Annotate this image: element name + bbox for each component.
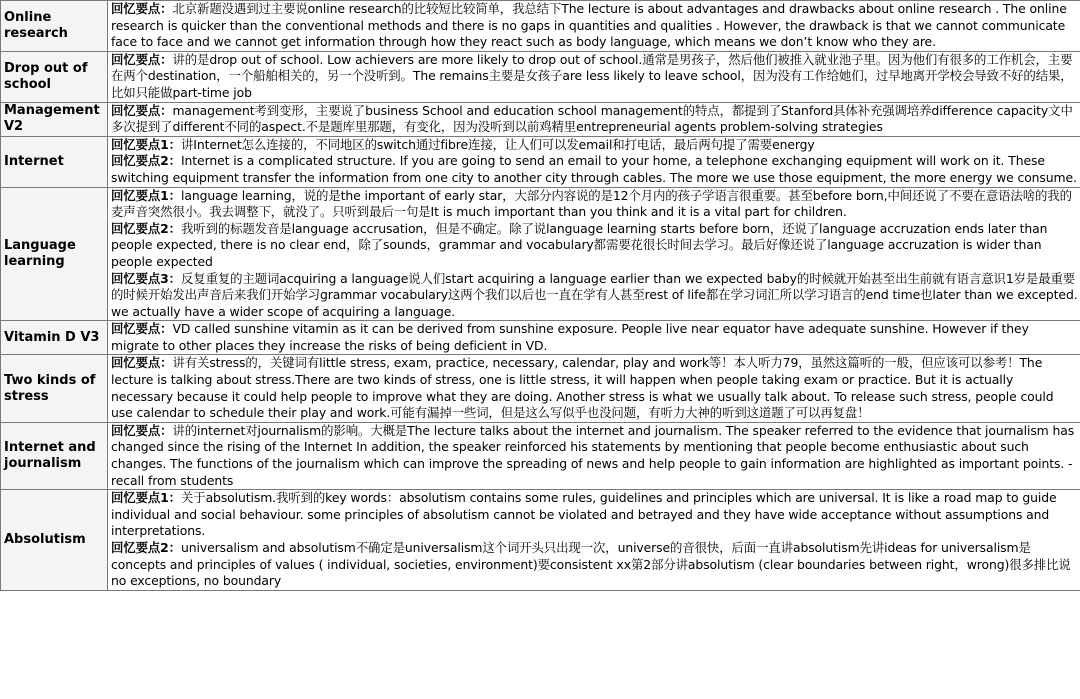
recall-point-label: 回忆要点2： <box>111 220 181 236</box>
recall-point-text: VD called sunshine vitamin as it can be derived from sunshine exposure. People live near equator have adequate sunshine. However if they migrate to other places they increase the risks of being deficient in VD. <box>111 321 1029 353</box>
recall-point-text: management考到变形，主要说了business School and education school management的特点，都提到了Stanford具体补充强调培养difference capacity文中多次提到了different不同的aspect.不是题库里那题，有变化，因为没听到以前鸡精里entrepreneurial agents problem-solving strategies <box>111 102 1073 135</box>
recall-notes-cell <box>108 102 1080 136</box>
recall-point-text: language learning，说的是the important of early star，大部分内容说的是12个月内的孩子学语言很重要。甚至before born,中间还说了不要在意语法啥的我的麦声音突然很小。我去调整下，就没了。只听到最后一句是It is much important than you think and it is a vital part for children. <box>111 187 1072 220</box>
recall-point <box>111 137 1078 154</box>
topic-cell: Internet and journalism <box>1 422 108 489</box>
recall-point <box>111 103 1078 136</box>
topic-cell: Internet <box>1 136 108 187</box>
recall-point <box>111 221 1078 271</box>
recall-point-text: 关于absolutism.我听到的key words：absolutism contains some rules, guidelines and principles which are universal. It is like a road map to guide individual and social behaviour. some principles of absolutism cannot be violated and betrayed and they have wide acceptance without assumptions and interpretations. <box>111 490 1057 539</box>
topic-cell: Drop out of school <box>1 51 108 102</box>
table-row <box>1 187 1080 321</box>
recall-point-label: 回忆要点2： <box>111 153 181 169</box>
recall-point-text: 讲的internet对journalism的影响。大概是The lecture talks about the internet and journalism. The speaker referred to the evidence that journalism has changed since the rising of the Internet In addition, the speaker reinforced his statements by mentioning that people become enthusiastic about such changes. The functions of the journalism which can improve the spreading of news and help people to gain information are highlighted as important points. - recall from students <box>111 422 1075 488</box>
recall-point <box>111 271 1078 321</box>
table-row <box>1 355 1080 422</box>
recall-notes-cell <box>108 355 1080 422</box>
recall-point-label: 回忆要点： <box>111 355 173 371</box>
recall-point-text: 反复重复的主题词acquiring a language说人们start acquiring a language earlier than we expected baby的时候就开始甚至出生前就有语言意识1岁是最重要的时候开始发出声音后来我们开始学习grammar vocabulary这两个我们以后也一直在学有人甚至rest of life都在学习词汇所以学习语言的end time也later than we excepted. we actually have a wider scope of acquiring a language. <box>111 270 1078 319</box>
recall-point <box>111 1 1078 51</box>
recall-notes-cell <box>108 1 1080 52</box>
table-row <box>1 102 1080 136</box>
recall-point-label: 回忆要点： <box>111 422 173 438</box>
recall-notes-cell <box>108 187 1080 321</box>
recall-point-label: 回忆要点： <box>111 102 173 118</box>
topic-cell: Absolutism <box>1 490 108 591</box>
recall-point <box>111 52 1078 102</box>
recall-point-text: 讲Internet怎么连接的，不同地区的switch通过fibre连接，让人们可以发email和打电话，最后两句提了需要energy <box>180 136 815 152</box>
recall-point-text: Internet is a complicated structure. If you are going to send an email to your home, a telephone exchanging equipment will work on it. These switching equipment transfer the information from one city to another city through cables. The more we use those equipment, the more energy we consume. <box>111 153 1077 185</box>
topic-cell: Online research <box>1 1 108 52</box>
recall-point <box>111 355 1078 421</box>
recall-point-text: 讲的是drop out of school. Low achievers are more likely to drop out of school.通常是男孩子，然后他们被推入就业池子里。因为他们有很多的工作机会，主要在两个destination，一个船舶相关的，另一个没听到。The remains主要是女孩子are less likely to leave school，因为没有工作给她们，过早地离开学校会导致不好的结果，比如只能做part-time job <box>111 51 1073 100</box>
notes-table-body <box>1 1 1080 591</box>
recall-point <box>111 423 1078 489</box>
recall-point <box>111 490 1078 540</box>
recall-point-label: 回忆要点1： <box>111 490 181 506</box>
recall-point-label: 回忆要点： <box>111 51 173 67</box>
recall-notes-cell <box>108 51 1080 102</box>
recall-point-text: 讲有关stress的，关键词有little stress, exam, practice, necessary, calendar, play and work等！本人听力79，虽然这篇听的一般，但应该可以参考！The lecture is talking about stress.There are two kinds of stress, one is little stress, it will happen when people taking exam or practice. But it is actually necessary because it could help people to improve what they are doing. Another stress is what we usually talk about. To release such stress, people could use calendar to schedule their play and work.可能有漏掉一些词，但是这么写似乎也没问题，有听力大神的听到这道题了可以再复盘！ <box>111 355 1054 421</box>
topic-cell: Two kinds of stress <box>1 355 108 422</box>
table-row <box>1 490 1080 591</box>
topic-cell: Language learning <box>1 187 108 321</box>
table-row <box>1 51 1080 102</box>
recall-point <box>111 153 1078 186</box>
recall-notes-cell <box>108 321 1080 355</box>
recall-notes-cell <box>108 136 1080 187</box>
recall-point <box>111 321 1078 354</box>
recall-point-label: 回忆要点： <box>111 1 173 16</box>
recall-point <box>111 540 1078 590</box>
recall-point-text: 北京新题没遇到过主要说online research的比较短比较简单，我总结下The lecture is about advantages and drawbacks about online research . The online research is quicker than the conventional methods and there is no gaps in quantities and qualities . However, the drawback is that we cannot communicate face to face and we cannot get information through how they react such as body language, which means we don’t know who they are. <box>111 1 1067 50</box>
recall-point-label: 回忆要点1： <box>111 136 181 152</box>
recall-point-label: 回忆要点1： <box>111 187 181 203</box>
recall-notes-cell <box>108 422 1080 489</box>
recall-point <box>111 188 1078 221</box>
recall-point-label: 回忆要点： <box>111 321 173 337</box>
recall-point-label: 回忆要点2： <box>111 540 181 555</box>
topic-cell: Vitamin D V3 <box>1 321 108 355</box>
table-row <box>1 136 1080 187</box>
topic-cell: Management V2 <box>1 102 108 136</box>
recall-point-label: 回忆要点3： <box>111 270 181 286</box>
table-row <box>1 1 1080 52</box>
recall-notes-cell <box>108 490 1080 591</box>
table-row <box>1 321 1080 355</box>
table-row <box>1 422 1080 489</box>
recall-point-text: 我听到的标题发音是language accrusation，但是不确定。除了说language learning starts before born，还说了language accruzation ends later than people expected, there is no clear end，除了sounds，grammar and vocabulary都需要花很长时间去学习。最后好像还说了language accruzation is wider than people expected <box>111 220 1048 269</box>
recall-point-text: universalism and absolutism不确定是universalism这个词开头只出现一次，universe的音很快，后面一直讲absolutism先讲ideas for universalism是concepts and principles of values ( individual, societies, environment)要consistent xx第2部分讲absolutism (clear boundaries between right，wrong)很多排比说no exceptions, no boundary <box>111 540 1071 589</box>
